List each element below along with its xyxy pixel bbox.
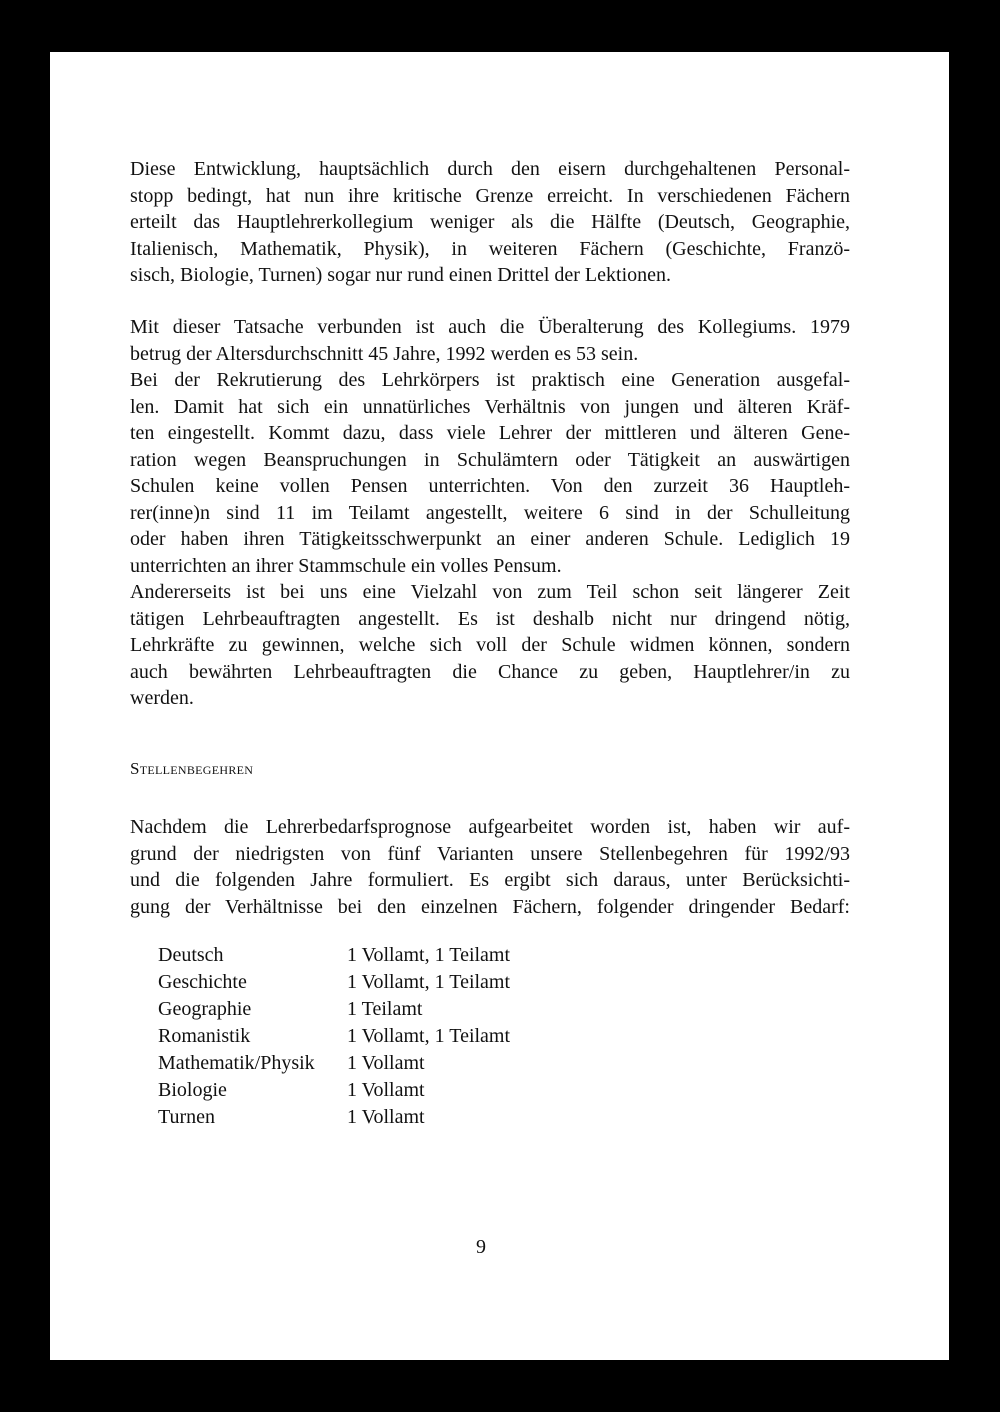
subject-cell: Mathematik/Physik: [158, 1052, 315, 1074]
document-page: [50, 52, 949, 1360]
demand-cell: 1 Vollamt, 1 Teilamt: [347, 1025, 511, 1047]
text-line: auch bewährten Lehrbeauftragten die Chance zu geben, Hauptlehrer/in zu: [130, 660, 850, 683]
text-line: unterrichten an ihrer Stammschule ein volles Pensum.: [130, 554, 562, 577]
text-line: len. Damit hat sich ein unnatürliches Verhältnis von jungen und älteren Kräf-: [130, 395, 850, 418]
paragraph-staffing-limit: [130, 156, 850, 289]
text-line: ten eingestellt. Kommt dazu, dass viele Lehrer der mittleren und älteren Gene-: [130, 422, 850, 444]
text-line: rer(inne)n sind 11 im Teilamt angestellt, weitere 6 sind in der Schulleitung: [130, 501, 850, 524]
text-line: Schulen keine vollen Pensen unterrichten. Von den zurzeit 36 Hauptleh-: [130, 475, 850, 497]
demand-cell: 1 Vollamt: [347, 1052, 425, 1074]
table-row: [158, 1023, 510, 1050]
subject-cell: Biologie: [158, 1079, 227, 1101]
demand-cell: 1 Teilamt: [347, 998, 423, 1020]
staffing-needs-table: [158, 942, 510, 1131]
table-row: [158, 942, 510, 969]
table-row: [158, 1104, 510, 1131]
text-line: tätigen Lehrbeauftragten angestellt. Es ist deshalb nicht nur dringend nötig,: [130, 607, 850, 630]
text-line: erteilt das Hauptlehrerkollegium weniger als die Hälfte (Deutsch, Geographie,: [130, 211, 850, 233]
text-line: sisch, Biologie, Turnen) sogar nur rund einen Drittel der Lektionen.: [130, 264, 672, 286]
text-line: Lehrkräfte zu gewinnen, welche sich voll der Schule widmen können, sondern: [130, 634, 850, 656]
table-row: [158, 1077, 510, 1104]
paragraph-aging-staff: [130, 314, 850, 712]
demand-cell: 1 Vollamt, 1 Teilamt: [347, 944, 511, 966]
text-line: werden.: [130, 687, 194, 709]
subject-cell: Romanistik: [158, 1025, 251, 1047]
text-line: und die folgenden Jahre formuliert. Es ergibt sich daraus, unter Berücksichti-: [130, 869, 850, 891]
table-row: [158, 996, 510, 1023]
subject-cell: Geographie: [158, 998, 252, 1020]
text-line: ration wegen Beanspruchungen in Schulämtern oder Tätigkeit an auswärtigen: [130, 448, 850, 471]
text-line: betrug der Altersdurchschnitt 45 Jahre, 1992 werden es 53 sein.: [130, 342, 639, 365]
table-row: [158, 1050, 510, 1077]
text-line: Italienisch, Mathematik, Physik), in weiteren Fächern (Geschichte, Franzö-: [130, 237, 850, 260]
demand-cell: 1 Vollamt: [347, 1079, 425, 1101]
paragraph-staffing-request: [130, 814, 850, 920]
subject-cell: Turnen: [158, 1106, 216, 1128]
section-heading-text: Stellenbegehren: [130, 759, 254, 778]
table-row: [158, 969, 510, 996]
section-heading: [130, 759, 253, 779]
subject-cell: Geschichte: [158, 971, 247, 993]
demand-cell: 1 Vollamt, 1 Teilamt: [347, 971, 511, 993]
text-line: Andererseits ist bei uns eine Vielzahl von zum Teil schon seit längerer Zeit: [130, 581, 850, 603]
page-number: 9: [476, 1236, 486, 1258]
text-line: gung der Verhältnisse bei den einzelnen Fächern, folgender dringender Bedarf:: [130, 895, 850, 918]
text-line: Mit dieser Tatsache verbunden ist auch die Überalterung des Kollegiums. 1979: [130, 316, 850, 338]
text-line: Diese Entwicklung, hauptsächlich durch den eisern durchgehaltenen Personal-: [130, 158, 850, 180]
subject-cell: Deutsch: [158, 944, 224, 966]
text-line: stopp bedingt, hat nun ihre kritische Grenze erreicht. In verschiedenen Fächern: [130, 184, 850, 207]
text-line: grund der niedrigsten von fünf Varianten unsere Stellenbegehren für 1992/93: [130, 842, 850, 865]
text-line: oder haben ihren Tätigkeitsschwerpunkt an einer anderen Schule. Lediglich 19: [130, 528, 850, 550]
text-line: Bei der Rekrutierung des Lehrkörpers ist praktisch eine Generation ausgefal-: [130, 369, 850, 391]
text-line: Nachdem die Lehrerbedarfsprognose aufgearbeitet worden ist, haben wir auf-: [130, 816, 850, 838]
demand-cell: 1 Vollamt: [347, 1106, 425, 1128]
